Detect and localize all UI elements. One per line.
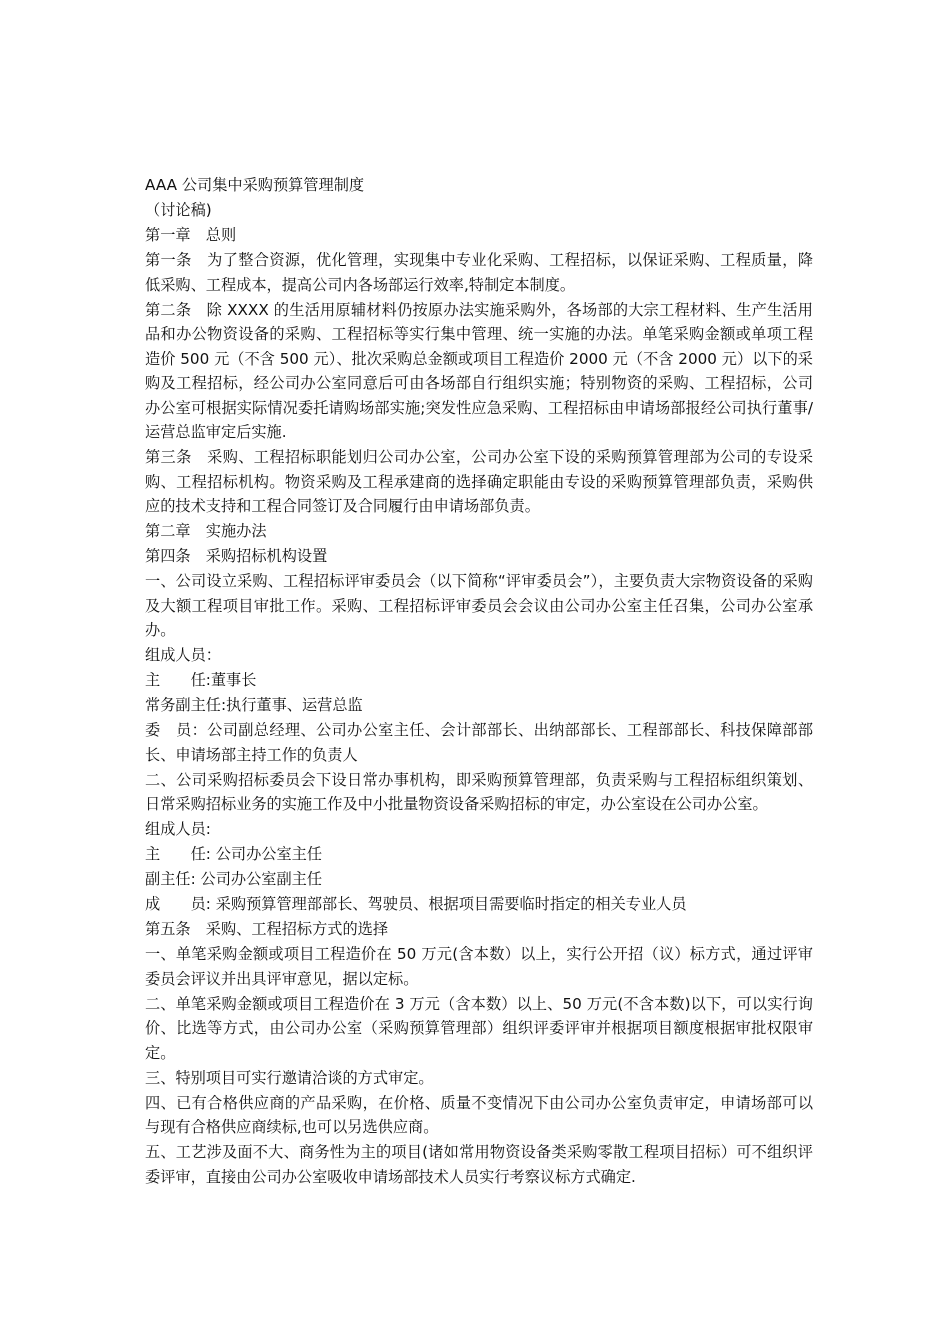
paragraph-article-5: 第五条 采购、工程招标方式的选择 [145,920,388,938]
paragraph-committee-members: 委 员：公司副总经理、公司办公室主任、会计部部长、出纳部部长、工程部部长、科技保障部部长、申请场部主持工作的负责人 [145,721,813,764]
document-subtitle: （讨论稿) [145,201,212,219]
paragraph-chapter-1: 第一章 总则 [145,226,237,244]
paragraph-article-2: 第二条 除 XXXX 的生活用原辅材料仍按原办法实施采购外，各场部的大宗工程材料、生产生活用品和办公物资设备的采购、工程招标等实行集中管理、统一实施的办法。单笔采购金额或单项工程造价 500 元（不含 500 元）、批次采购总金额或项目工程造价 2000 元（不含 2000 元）以下的采购及工程招标，经公司办公室同意后可由各场部自行组织实施；特别物资的采购、工程招标，公司办公室可根据实际情况委托请购场部实施;突发性应急采购、工程招标由申请场部报经公司执行董事/运营总监审定后实施. [145,300,813,441]
paragraph-chapter-2: 第二章 实施办法 [145,522,267,540]
paragraph-office-director: 主 任: 公司办公室主任 [145,845,323,863]
paragraph-members-heading: 组成人员： [145,646,221,664]
paragraph-method-2: 二、单笔采购金额或项目工程造价在 3 万元（含本数）以上、50 万元(不含本数)以下，可以实行询价、比选等方式，由公司办公室（采购预算管理部）组织评委评审并根据项目额度根据审批权限审定。 [145,994,813,1062]
paragraph-method-4: 四、已有合格供应商的产品采购，在价格、质量不变情况下由公司办公室负责审定，申请场部可以与现有合格供应商续标,也可以另选供应商。 [145,1093,813,1136]
paragraph-method-3: 三、特别项目可实行邀请洽谈的方式审定。 [145,1068,434,1087]
paragraph-members-heading-2: 组成人员: [145,820,211,838]
paragraph-article-4: 第四条 采购招标机构设置 [145,547,328,565]
paragraph-article-1: 第一条 为了整合资源，优化管理，实现集中专业化采购、工程招标，以保证采购、工程质量，降低采购、工程成本，提高公司内各场部运行效率,特制定本制度。 [145,251,813,294]
paragraph-director: 主 任:董事长 [145,671,257,689]
paragraph-method-1: 一、单笔采购金额或项目工程造价在 50 万元(含本数）以上，实行公开招（议）标方式，通过评审委员会评议并出具评审意见，据以定标。 [145,945,813,988]
paragraph-office-members: 成 员: 采购预算管理部部长、驾驶员、根据项目需要临时指定的相关专业人员 [145,895,687,913]
paragraph-office: 二、公司采购招标委员会下设日常办事机构，即采购预算管理部，负责采购与工程招标组织策划、日常采购招标业务的实施工作及中小批量物资设备采购招标的审定，办公室设在公司办公室。 [145,770,813,813]
paragraph-vice-director: 常务副主任:执行董事、运营总监 [145,696,363,714]
paragraph-method-5: 五、工艺涉及面不大、商务性为主的项目(诸如常用物资设备类采购零散工程项目招标）可不组织评委评审，直接由公司办公室吸收申请场部技术人员实行考察议标方式确定. [145,1143,813,1186]
paragraph-office-vice-director: 副主任: 公司办公室副主任 [145,870,323,888]
paragraph-committee: 一、公司设立采购、工程招标评审委员会（以下简称“评审委员会”），主要负责大宗物资设备的采购及大额工程项目审批工作。采购、工程招标评审委员会会议由公司办公室主任召集，公司办公室承办。 [145,572,813,639]
document-title: AAA 公司集中采购预算管理制度 [145,176,365,194]
document-body [145,173,813,1189]
paragraph-article-3: 第三条 采购、工程招标职能划归公司办公室，公司办公室下设的采购预算管理部为公司的专设采购、工程招标机构。物资采购及工程承建商的选择确定职能由专设的采购预算管理部负责，采购供应的技术支持和工程合同签订及合同履行由申请场部负责。 [145,448,813,515]
